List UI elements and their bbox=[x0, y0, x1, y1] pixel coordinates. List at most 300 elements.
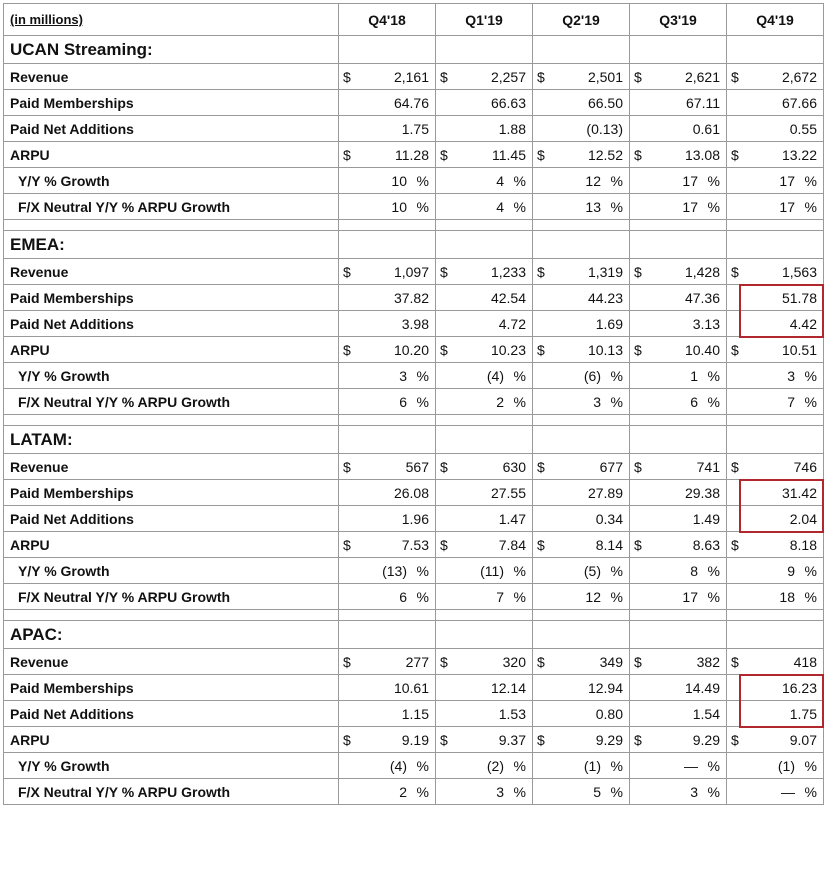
value-cell bbox=[630, 532, 727, 558]
cell-value: 6 bbox=[399, 588, 407, 605]
value-cell bbox=[436, 753, 533, 779]
row-label: Y/Y % Growth bbox=[4, 363, 339, 389]
empty-cell bbox=[727, 36, 824, 64]
cell-value: 2 bbox=[399, 783, 407, 800]
row-label: F/X Neutral Y/Y % ARPU Growth bbox=[4, 194, 339, 220]
cell-value: 17 bbox=[682, 588, 698, 605]
empty-cell bbox=[339, 36, 436, 64]
cell-value: 2,621 bbox=[684, 68, 720, 85]
empty-cell bbox=[436, 610, 533, 621]
value-cell bbox=[727, 727, 824, 753]
value-cell bbox=[727, 90, 824, 116]
segment-header-row bbox=[4, 231, 824, 259]
value-cell bbox=[727, 753, 824, 779]
empty-cell bbox=[727, 415, 824, 426]
value-cell bbox=[339, 168, 436, 194]
currency-symbol: $ bbox=[440, 146, 448, 163]
value-cell bbox=[727, 506, 824, 532]
currency-symbol: $ bbox=[343, 146, 351, 163]
cell-value: 1.47 bbox=[498, 510, 526, 527]
empty-cell bbox=[436, 231, 533, 259]
cell-value: (4) bbox=[486, 367, 504, 384]
cell-value: 27.55 bbox=[490, 484, 526, 501]
cell-value: 382 bbox=[696, 653, 720, 670]
percent-suffix: % bbox=[416, 393, 429, 410]
empty-cell bbox=[436, 426, 533, 454]
value-cell bbox=[533, 259, 630, 285]
empty-cell bbox=[339, 415, 436, 426]
value-cell bbox=[630, 142, 727, 168]
value-cell bbox=[436, 454, 533, 480]
value-cell bbox=[727, 779, 824, 805]
percent-suffix: % bbox=[707, 757, 720, 774]
value-cell bbox=[339, 142, 436, 168]
table-row bbox=[4, 259, 824, 285]
cell-value: 3.13 bbox=[692, 315, 720, 332]
cell-value: 10.61 bbox=[393, 679, 429, 696]
cell-value: 7.53 bbox=[401, 536, 429, 553]
value-cell bbox=[339, 779, 436, 805]
cell-value: 1.88 bbox=[498, 120, 526, 137]
percent-suffix: % bbox=[416, 757, 429, 774]
cell-value: 1.75 bbox=[401, 120, 429, 137]
cell-value: 9.07 bbox=[789, 731, 817, 748]
value-cell bbox=[436, 311, 533, 337]
cell-value: (2) bbox=[486, 757, 504, 774]
value-cell bbox=[630, 753, 727, 779]
currency-symbol: $ bbox=[343, 68, 351, 85]
cell-value: 66.63 bbox=[490, 94, 526, 111]
cell-value: 3 bbox=[399, 367, 407, 384]
percent-suffix: % bbox=[707, 783, 720, 800]
row-label: Y/Y % Growth bbox=[4, 753, 339, 779]
row-label: Paid Memberships bbox=[4, 90, 339, 116]
table-row bbox=[4, 142, 824, 168]
value-cell bbox=[533, 363, 630, 389]
value-cell bbox=[727, 64, 824, 90]
value-cell bbox=[436, 532, 533, 558]
table-row bbox=[4, 532, 824, 558]
spacer-row bbox=[4, 220, 824, 231]
value-cell bbox=[339, 584, 436, 610]
cell-value: 6 bbox=[399, 393, 407, 410]
cell-value: 1,563 bbox=[781, 263, 817, 280]
percent-suffix: % bbox=[804, 757, 817, 774]
currency-symbol: $ bbox=[537, 146, 545, 163]
value-cell bbox=[436, 584, 533, 610]
currency-symbol: $ bbox=[537, 653, 545, 670]
cell-value: (1) bbox=[583, 757, 601, 774]
empty-cell bbox=[727, 426, 824, 454]
cell-value: (6) bbox=[583, 367, 601, 384]
empty-cell bbox=[4, 220, 339, 231]
value-cell bbox=[436, 649, 533, 675]
empty-cell bbox=[339, 426, 436, 454]
table-row bbox=[4, 168, 824, 194]
value-cell bbox=[630, 363, 727, 389]
segment-title: EMEA: bbox=[4, 231, 339, 259]
cell-value: 64.76 bbox=[393, 94, 429, 111]
currency-symbol: $ bbox=[537, 341, 545, 358]
cell-value: 1,428 bbox=[684, 263, 720, 280]
value-cell bbox=[727, 389, 824, 415]
cell-value: 13.22 bbox=[781, 146, 817, 163]
cell-value: 12 bbox=[585, 172, 601, 189]
empty-cell bbox=[436, 415, 533, 426]
cell-value: 16.23 bbox=[781, 679, 817, 696]
value-cell bbox=[339, 259, 436, 285]
unit-label: (in millions) bbox=[4, 4, 339, 36]
currency-symbol: $ bbox=[634, 68, 642, 85]
value-cell bbox=[436, 727, 533, 753]
value-cell bbox=[630, 64, 727, 90]
table-row bbox=[4, 506, 824, 532]
row-label: Y/Y % Growth bbox=[4, 168, 339, 194]
value-cell bbox=[727, 311, 824, 337]
table-row bbox=[4, 558, 824, 584]
value-cell bbox=[533, 701, 630, 727]
currency-symbol: $ bbox=[440, 731, 448, 748]
cell-value: 1,233 bbox=[490, 263, 526, 280]
table-row bbox=[4, 753, 824, 779]
currency-symbol: $ bbox=[634, 146, 642, 163]
row-label: Y/Y % Growth bbox=[4, 558, 339, 584]
empty-cell bbox=[630, 36, 727, 64]
cell-value: 3 bbox=[690, 783, 698, 800]
segment-header-row bbox=[4, 36, 824, 64]
table-row bbox=[4, 779, 824, 805]
value-cell bbox=[436, 779, 533, 805]
cell-value: 10.51 bbox=[781, 341, 817, 358]
value-cell bbox=[533, 311, 630, 337]
cell-value: 746 bbox=[793, 458, 817, 475]
cell-value: (1) bbox=[777, 757, 795, 774]
currency-symbol: $ bbox=[440, 458, 448, 475]
value-cell bbox=[630, 259, 727, 285]
cell-value: (11) bbox=[480, 562, 504, 579]
cell-value: 1.75 bbox=[789, 705, 817, 722]
value-cell bbox=[339, 727, 436, 753]
cell-value: 66.50 bbox=[587, 94, 623, 111]
cell-value: 9.19 bbox=[401, 731, 429, 748]
cell-value: 37.82 bbox=[393, 289, 429, 306]
cell-value: (13) bbox=[382, 562, 407, 579]
cell-value: 8 bbox=[690, 562, 698, 579]
empty-cell bbox=[630, 621, 727, 649]
cell-value: 7.84 bbox=[498, 536, 526, 553]
row-label: ARPU bbox=[4, 337, 339, 363]
currency-symbol: $ bbox=[343, 263, 351, 280]
cell-value: 3 bbox=[787, 367, 795, 384]
quarter-header: Q3'19 bbox=[630, 4, 727, 36]
cell-value: 4.42 bbox=[789, 315, 817, 332]
cell-value: 9 bbox=[787, 562, 795, 579]
table-row bbox=[4, 116, 824, 142]
empty-cell bbox=[533, 231, 630, 259]
value-cell bbox=[533, 779, 630, 805]
cell-value: 4 bbox=[496, 172, 504, 189]
cell-value: 27.89 bbox=[587, 484, 623, 501]
cell-value: 12.94 bbox=[587, 679, 623, 696]
cell-value: 9.37 bbox=[498, 731, 526, 748]
row-label: F/X Neutral Y/Y % ARPU Growth bbox=[4, 584, 339, 610]
value-cell bbox=[436, 389, 533, 415]
value-cell bbox=[630, 584, 727, 610]
table-row bbox=[4, 285, 824, 311]
cell-value: 9.29 bbox=[595, 731, 623, 748]
value-cell bbox=[339, 558, 436, 584]
value-cell bbox=[630, 480, 727, 506]
row-label: Paid Net Additions bbox=[4, 506, 339, 532]
row-label: Paid Memberships bbox=[4, 480, 339, 506]
regional-financials-table bbox=[3, 3, 824, 805]
value-cell bbox=[339, 506, 436, 532]
quarter-header: Q2'19 bbox=[533, 4, 630, 36]
percent-suffix: % bbox=[610, 198, 623, 215]
value-cell bbox=[339, 116, 436, 142]
value-cell bbox=[339, 532, 436, 558]
currency-symbol: $ bbox=[440, 653, 448, 670]
row-label: Revenue bbox=[4, 64, 339, 90]
currency-symbol: $ bbox=[731, 68, 739, 85]
value-cell bbox=[630, 311, 727, 337]
empty-cell bbox=[630, 426, 727, 454]
value-cell bbox=[339, 90, 436, 116]
value-cell bbox=[339, 649, 436, 675]
percent-suffix: % bbox=[804, 562, 817, 579]
row-label: Revenue bbox=[4, 454, 339, 480]
value-cell bbox=[436, 701, 533, 727]
cell-value: 3 bbox=[496, 783, 504, 800]
percent-suffix: % bbox=[707, 172, 720, 189]
cell-value: 3.98 bbox=[401, 315, 429, 332]
percent-suffix: % bbox=[707, 198, 720, 215]
cell-value: 0.80 bbox=[595, 705, 623, 722]
cell-value: 1,319 bbox=[587, 263, 623, 280]
cell-value: 26.08 bbox=[393, 484, 429, 501]
value-cell bbox=[533, 558, 630, 584]
row-label: ARPU bbox=[4, 727, 339, 753]
value-cell bbox=[436, 337, 533, 363]
table-row bbox=[4, 649, 824, 675]
cell-value: 1.69 bbox=[595, 315, 623, 332]
percent-suffix: % bbox=[804, 172, 817, 189]
empty-cell bbox=[727, 610, 824, 621]
empty-cell bbox=[630, 610, 727, 621]
currency-symbol: $ bbox=[440, 341, 448, 358]
percent-suffix: % bbox=[707, 393, 720, 410]
cell-value: 2,161 bbox=[393, 68, 429, 85]
percent-suffix: % bbox=[416, 367, 429, 384]
value-cell bbox=[630, 506, 727, 532]
empty-cell bbox=[533, 220, 630, 231]
currency-symbol: $ bbox=[343, 653, 351, 670]
cell-value: 349 bbox=[599, 653, 623, 670]
row-label: Revenue bbox=[4, 259, 339, 285]
currency-symbol: $ bbox=[634, 458, 642, 475]
row-label: Paid Net Additions bbox=[4, 701, 339, 727]
value-cell bbox=[727, 337, 824, 363]
value-cell bbox=[533, 675, 630, 701]
cell-value: 2,672 bbox=[781, 68, 817, 85]
percent-suffix: % bbox=[416, 198, 429, 215]
value-cell bbox=[533, 142, 630, 168]
cell-value: 4 bbox=[496, 198, 504, 215]
value-cell bbox=[727, 259, 824, 285]
cell-value: 1.15 bbox=[401, 705, 429, 722]
percent-suffix: % bbox=[513, 367, 526, 384]
value-cell bbox=[727, 649, 824, 675]
percent-suffix: % bbox=[416, 783, 429, 800]
table-row bbox=[4, 584, 824, 610]
percent-suffix: % bbox=[804, 588, 817, 605]
value-cell bbox=[630, 389, 727, 415]
currency-symbol: $ bbox=[634, 263, 642, 280]
value-cell bbox=[630, 116, 727, 142]
cell-value: 1.53 bbox=[498, 705, 526, 722]
value-cell bbox=[630, 454, 727, 480]
cell-value: 1.54 bbox=[692, 705, 720, 722]
percent-suffix: % bbox=[610, 588, 623, 605]
cell-value: 567 bbox=[405, 458, 429, 475]
empty-cell bbox=[4, 415, 339, 426]
value-cell bbox=[533, 753, 630, 779]
value-cell bbox=[533, 194, 630, 220]
currency-symbol: $ bbox=[343, 731, 351, 748]
value-cell bbox=[339, 753, 436, 779]
currency-symbol: $ bbox=[537, 458, 545, 475]
cell-value: 31.42 bbox=[781, 484, 817, 501]
currency-symbol: $ bbox=[731, 341, 739, 358]
row-label: ARPU bbox=[4, 142, 339, 168]
empty-cell bbox=[533, 36, 630, 64]
value-cell bbox=[436, 116, 533, 142]
value-cell bbox=[436, 259, 533, 285]
cell-value: 2.04 bbox=[789, 510, 817, 527]
cell-value: 47.36 bbox=[684, 289, 720, 306]
value-cell bbox=[533, 285, 630, 311]
table-row bbox=[4, 194, 824, 220]
cell-value: 13 bbox=[585, 198, 601, 215]
cell-value: 10.23 bbox=[490, 341, 526, 358]
value-cell bbox=[630, 168, 727, 194]
currency-symbol: $ bbox=[440, 536, 448, 553]
percent-suffix: % bbox=[610, 393, 623, 410]
currency-symbol: $ bbox=[634, 653, 642, 670]
value-cell bbox=[436, 90, 533, 116]
table-row bbox=[4, 480, 824, 506]
percent-suffix: % bbox=[513, 562, 526, 579]
cell-value: 17 bbox=[779, 198, 795, 215]
segment-title: APAC: bbox=[4, 621, 339, 649]
percent-suffix: % bbox=[513, 783, 526, 800]
spacer-row bbox=[4, 610, 824, 621]
cell-value: 10 bbox=[391, 172, 407, 189]
value-cell bbox=[533, 116, 630, 142]
cell-value: 12 bbox=[585, 588, 601, 605]
table-row bbox=[4, 454, 824, 480]
cell-value: 44.23 bbox=[587, 289, 623, 306]
cell-value: 67.11 bbox=[686, 94, 720, 111]
percent-suffix: % bbox=[707, 367, 720, 384]
table-row bbox=[4, 675, 824, 701]
row-label: Revenue bbox=[4, 649, 339, 675]
value-cell bbox=[533, 337, 630, 363]
currency-symbol: $ bbox=[731, 731, 739, 748]
percent-suffix: % bbox=[707, 588, 720, 605]
value-cell bbox=[533, 454, 630, 480]
value-cell bbox=[533, 480, 630, 506]
currency-symbol: $ bbox=[731, 458, 739, 475]
row-label: Paid Net Additions bbox=[4, 116, 339, 142]
currency-symbol: $ bbox=[537, 536, 545, 553]
empty-cell bbox=[339, 231, 436, 259]
cell-value: (5) bbox=[583, 562, 601, 579]
quarter-header: Q4'19 bbox=[727, 4, 824, 36]
value-cell bbox=[727, 194, 824, 220]
value-cell bbox=[533, 532, 630, 558]
cell-value: 2,257 bbox=[490, 68, 526, 85]
value-cell bbox=[630, 675, 727, 701]
cell-value: 17 bbox=[682, 198, 698, 215]
value-cell bbox=[727, 116, 824, 142]
cell-value: 17 bbox=[682, 172, 698, 189]
cell-value: 6 bbox=[690, 393, 698, 410]
value-cell bbox=[727, 168, 824, 194]
empty-cell bbox=[727, 231, 824, 259]
cell-value: 10.13 bbox=[587, 341, 623, 358]
percent-suffix: % bbox=[610, 562, 623, 579]
currency-symbol: $ bbox=[634, 341, 642, 358]
table-row bbox=[4, 363, 824, 389]
value-cell bbox=[436, 194, 533, 220]
value-cell bbox=[630, 558, 727, 584]
cell-value: 42.54 bbox=[490, 289, 526, 306]
table-row bbox=[4, 90, 824, 116]
value-cell bbox=[727, 675, 824, 701]
value-cell bbox=[436, 64, 533, 90]
percent-suffix: % bbox=[513, 588, 526, 605]
currency-symbol: $ bbox=[731, 653, 739, 670]
value-cell bbox=[436, 558, 533, 584]
cell-value: 9.29 bbox=[692, 731, 720, 748]
value-cell bbox=[533, 649, 630, 675]
row-label: F/X Neutral Y/Y % ARPU Growth bbox=[4, 389, 339, 415]
cell-value: 17 bbox=[779, 172, 795, 189]
empty-cell bbox=[727, 621, 824, 649]
empty-cell bbox=[436, 621, 533, 649]
cell-value: (0.13) bbox=[586, 120, 623, 137]
cell-value: 11.45 bbox=[492, 146, 526, 163]
value-cell bbox=[339, 363, 436, 389]
segment-header-row bbox=[4, 426, 824, 454]
quarter-header: Q1'19 bbox=[436, 4, 533, 36]
value-cell bbox=[727, 454, 824, 480]
cell-value: 8.18 bbox=[789, 536, 817, 553]
value-cell bbox=[630, 285, 727, 311]
value-cell bbox=[339, 285, 436, 311]
empty-cell bbox=[4, 610, 339, 621]
value-cell bbox=[339, 311, 436, 337]
currency-symbol: $ bbox=[731, 146, 739, 163]
cell-value: 741 bbox=[696, 458, 720, 475]
row-label: Paid Net Additions bbox=[4, 311, 339, 337]
value-cell bbox=[630, 649, 727, 675]
empty-cell bbox=[630, 231, 727, 259]
value-cell bbox=[727, 701, 824, 727]
value-cell bbox=[339, 337, 436, 363]
cell-value: 67.66 bbox=[781, 94, 817, 111]
